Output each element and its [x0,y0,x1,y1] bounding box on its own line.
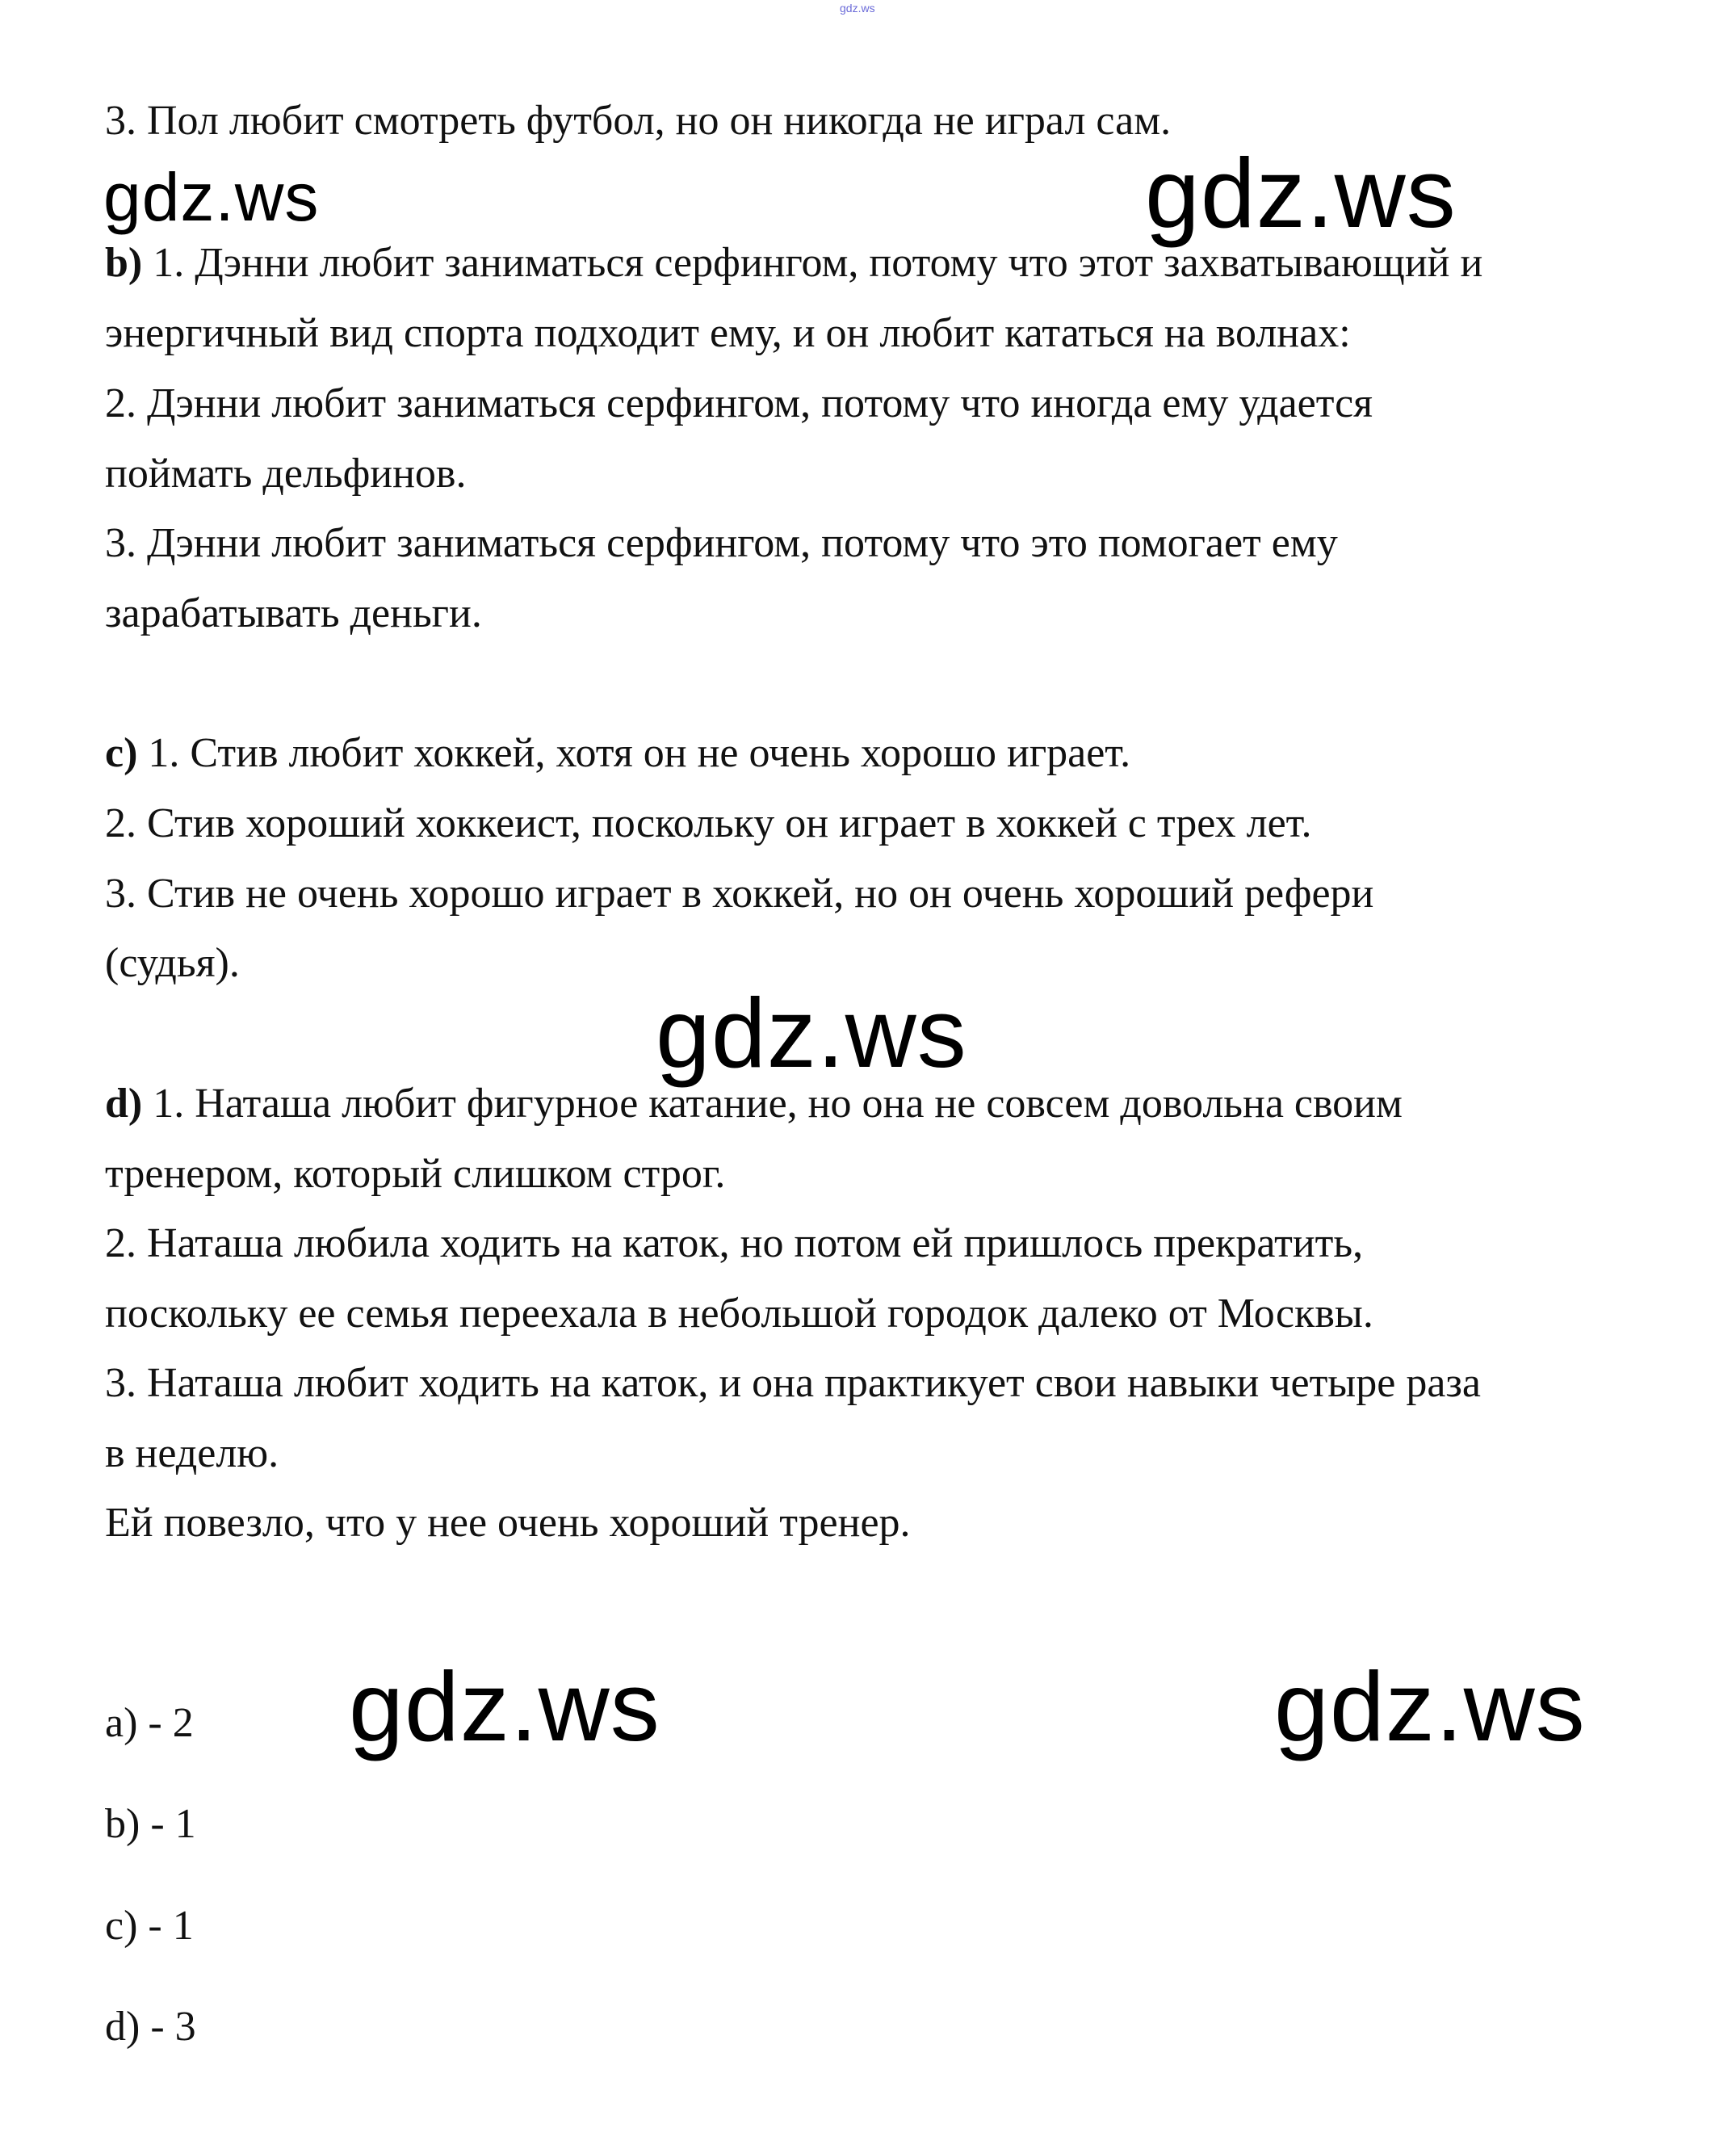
paragraph-b-line-5: 3. Дэнни любит заниматься серфингом, потому что это помогает ему [105,520,1338,566]
section-d-label: d) [105,1081,143,1127]
watermark-bottom-right: gdz.ws [1274,1652,1586,1761]
paragraph-d-line-4: поскольку ее семья переехала в небольшой городок далеко от Москвы. [105,1291,1373,1337]
watermark-bottom-left: gdz.ws [349,1652,660,1761]
paragraph-b-line-4: поймать дельфинов. [105,451,467,497]
paragraph-d-line-2: тренером, который слишком строг. [105,1151,726,1197]
watermark-middle: gdz.ws [656,978,967,1088]
watermark-top-left: gdz.ws [103,159,320,235]
top-watermark-label: gdz.ws [840,2,875,15]
paragraph-c-text-1: 1. Стив любит хоккей, хотя он не очень хорошо играет. [137,730,1131,776]
watermark-top-right: gdz.ws [1145,138,1457,248]
paragraph-c-line-4: (судья). [105,940,240,986]
answer-c: c) - 1 [105,1903,194,1949]
paragraph-c-line-3: 3. Стив не очень хорошо играет в хоккей, но он очень хороший рефери [105,871,1374,917]
section-b-label: b) [105,240,143,286]
paragraph-d-line-6: в неделю. [105,1430,279,1476]
section-c-label: c) [105,730,138,776]
paragraph-c-line-2: 2. Стив хороший хоккеист, поскольку он играет в хоккей с трех лет. [105,800,1312,846]
paragraph-d-line-5: 3. Наташа любит ходить на каток, и она практикует свои навыки четыре раза [105,1360,1482,1406]
answer-b: b) - 1 [105,1801,196,1847]
answer-d: d) - 3 [105,2004,196,2050]
paragraph-b-line-2: энергичный вид спорта подходит ему, и он любит кататься на волнах: [105,310,1351,356]
paragraph-b-line-6: зарабатывать деньги. [105,590,482,636]
paragraph-d-line-7: Ей повезло, что у нее очень хороший тренер. [105,1500,911,1546]
paragraph-a-line-3: 3. Пол любит смотреть футбол, но он никогда не играл сам. [105,98,1172,144]
paragraph-d-line-3: 2. Наташа любила ходить на каток, но потом ей пришлось прекратить, [105,1220,1364,1266]
paragraph-b-line-3: 2. Дэнни любит заниматься серфингом, потому что иногда ему удается [105,380,1373,426]
paragraph-c-line-1 [105,729,1130,778]
paragraph-b-text-1: 1. Дэнни любит заниматься серфингом, потому что этот захватывающий и [142,240,1483,286]
answer-a: a) - 2 [105,1700,194,1746]
paragraph-d-text-1: 1. Наташа любит фигурное катание, но она не совсем довольна своим [142,1081,1403,1127]
